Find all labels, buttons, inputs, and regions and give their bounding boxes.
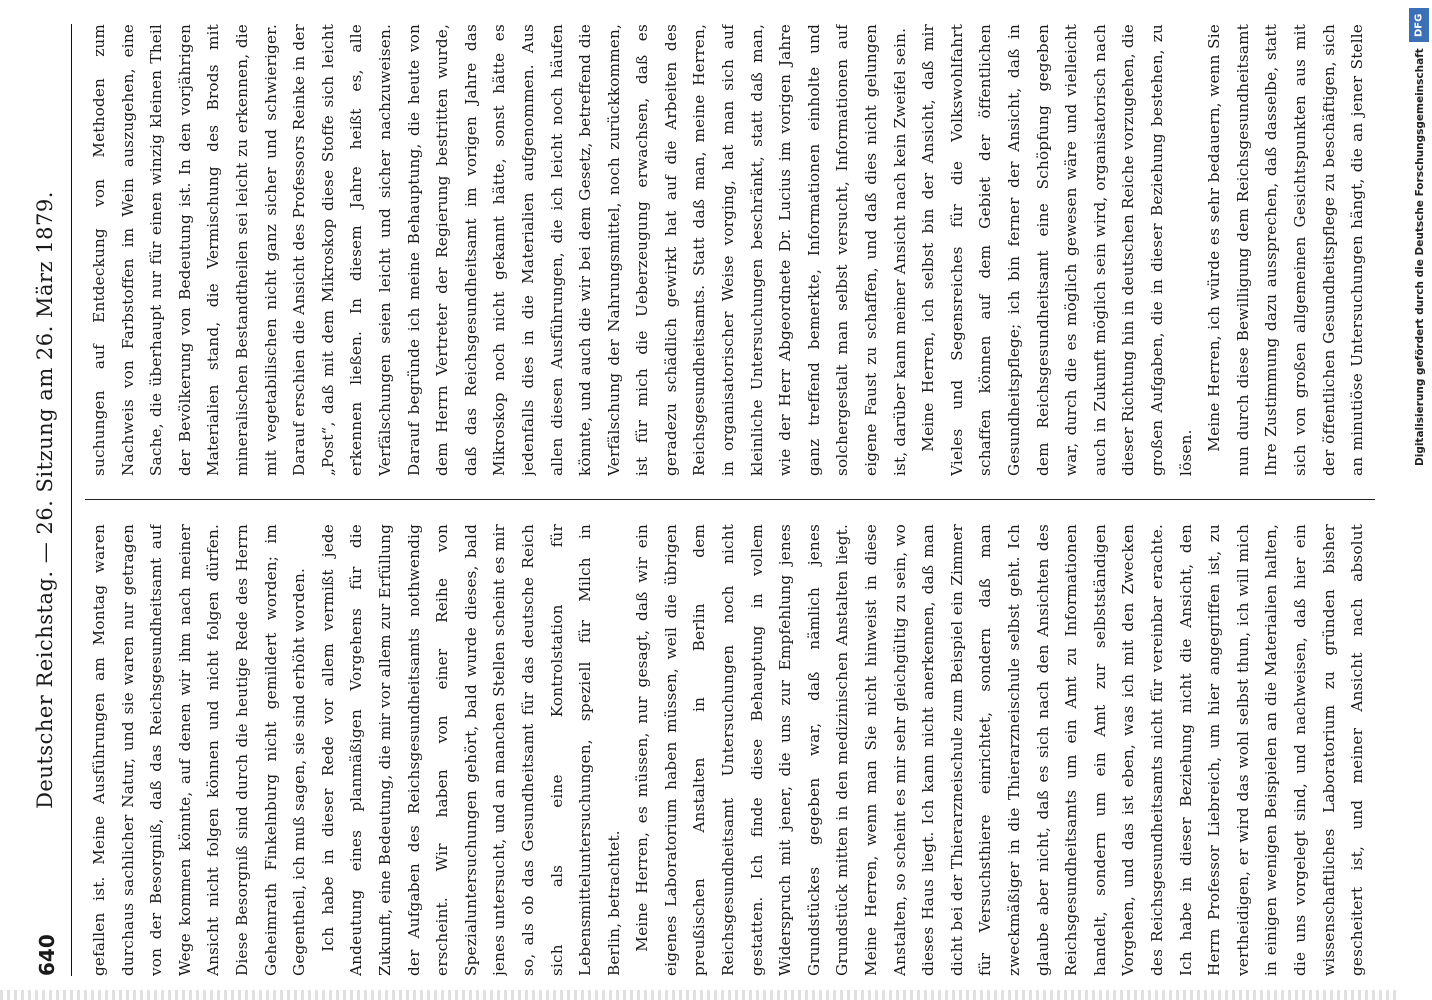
scan-edge-artifact <box>0 990 1400 1000</box>
paragraph: Meine Herren, ich selbst bin der Ansicht, daß mir Vieles und Segensreiches für die Volkswohlfahrt schaffen können auf dem Gebiet der öffentlichen Gesundheitspflege; ich bin ferner der Ansicht, daß in dem Reichsgesundheitsamt eine Schöpfung gegeben war, durch die es möglich gewesen wäre und vielleicht auch in Zukunft möglich sein wird, organisatorisch nach dieser Richtung hin in deutschen Reiche vorzugehen, die großen Aufgaben, die in dieser Beziehung bestehen, zu lösen. <box>919 24 1195 476</box>
text-column-left <box>85 524 1375 976</box>
paragraph: suchungen auf Entdeckung von Methoden zum Nachweis von Farbstoffen im Wein auszugehen, eine Sache, die überhaupt nur für einen winzig kleinen Theil der Bevölkerung von Bedeutung ist. In den vorjährigen Materialien stand, die Vermischung des Brods mit mineralischen Bestandtheilen sei leicht zu erkennen, die mit vegetabilischen nicht ganz sicher und schwieriger. Darauf erschien die Ansicht des Professors Reinke in der „Post“, daß mit dem Mikroskop diese Stoffe sich leicht erkennen ließen. In diesem Jahre heißt es, alle Verfälschungen seien leicht und sicher nachzuweisen. Darauf begründe ich meine Behauptung, die heute von dem Herrn Vertreter der Regierung bestritten wurde, daß das Reichsgesundheitsamt im vorigen Jahre das Mikroskop noch nicht gekannt hätte, sonst hätte es jedenfalls dies in die Materialien aufgenommen. Aus allen diesen Ausführungen, die ich leicht noch häufen könnte, und auch die wir bei dem Gesetz, betreffend die Verfälschung der Nahrungsmittel, noch zurückkommen, ist für mich die Ueberzeugung erwachsen, daß es geradezu schädlich gewirkt hat auf die Arbeiten des Reichsgesundheitsamts. Statt daß man, meine Herren, in organisatorischer Weise vorging, hat man sich auf kleinliche Untersuchungen beschränkt, statt daß man, wie der Herr Abgeordnete Dr. Lucius im vorigen Jahre ganz treffend bemerkte, Informationen einholte und solchergestalt man selbst versucht, Informationen auf eigene Faust zu schaffen, und daß dies nicht gelungen ist, darüber kann meiner Ansicht nach kein Zweifel sein. <box>90 24 909 476</box>
dfg-logo-icon: DFG <box>1409 8 1429 42</box>
document-page <box>31 24 1401 976</box>
paragraph: Ich habe in dieser Rede vor allem vermißt jede Andeutung eines planmäßigen Vorgehens für die Zukunft, eine Bedeutung, die mir vor allem zur Erfüllung der Aufgaben des Reichsgesundheitsamts nothwendig erscheint. Wir haben von einer Reihe von Spezialuntersuchungen gehört, bald wurde dieses, bald jenes untersucht, und an manchen Stellen scheint es mir so, als ob das Gesundheitsamt für das deutsche Reich sich als eine Kontrolstation für Lebensmitteluntersuchungen, speziell für Milch in Berlin, betrachtet. <box>318 524 623 976</box>
paragraph: Meine Herren, ich würde es sehr bedauern, wenn Sie nun durch diese Bewilligung dem Reichsgesundheitsamt Ihre Zustimmung dazu aussprechen, daß dasselbe, statt sich von großen allgemeinen Gesichtspunkten aus mit der öffentlichen Gesundheitspflege zu beschäftigen, sich an minutiöse Untersuchungen hängt, die an jener Stelle <box>1205 24 1367 476</box>
paragraph: Meine Herren, es müssen, nur gesagt, daß wir ein eigenes Laboratorium haben müssen, weil die übrigen preußischen Anstalten in Berlin dem Reichsgesundheitsamt Untersuchungen noch nicht gestatten. Ich finde diese Behauptung in vollem Widerspruch mit jener, die uns zur Empfehlung jenes Grundstückes gegeben war, daß nämlich jenes Grundstück mitten in den medizinischen Anstalten liegt. Meine Herren, wenn man Sie nicht hinweist in diese Anstalten, so scheint es mir sehr gleichgültig zu sein, wo dieses Haus liegt. Ich kann nicht anerkennen, daß man dicht bei der Thierarzneischule zum Beispiel ein Zimmer für Versuchsthiere einrichtet, sondern daß man zweckmäßiger in die Thierarzneischule selbst geht. Ich glaube aber nicht, daß es sich nach den Ansichten des Reichsgesundheitsamts um ein Amt zu Informationen handelt, sondern um ein Amt zur selbstständigen Vorgehen, und das ist eben, was ich mit den Zwecken des Reichsgesundheitsamts nicht für vereinbar erachte. Ich habe in dieser Beziehung nicht die Ansicht, den Herrn Professor Liebreich, um hier angegriffen ist, zu vertheidigen, er wird das wohl selbst thun, ich will mich in einigen wenigen Beispielen an die Materialien halten, die uns vorgelegt sind, und nachweisen, daß hier ein wissenschaftliches Laboratorium zu gründen bisher gescheitert ist, und meiner Ansicht nach absolut <box>633 524 1367 976</box>
column-divider <box>85 499 1375 500</box>
digitization-credit: Digitalisierung gefördert durch die Deutsche Forschungsgemeinschaft <box>1414 48 1426 466</box>
dfg-stamp <box>1406 0 1432 1000</box>
running-title: Deutscher Reichstag. — 26. Sitzung am 26. März 1879. <box>33 191 57 809</box>
text-column-right <box>85 24 1375 476</box>
page-header <box>31 24 72 976</box>
paragraph: gefallen ist. Meine Ausführungen am Montag waren durchaus sachlicher Natur, und sie waren nur getragen von der Besorgniß, daß das Reichsgesundheitsamt auf Wege kommen könnte, auf denen wir ihm nach meiner Ansicht nicht folgen können und nicht folgen dürfen. Diese Besorgniß sind durch die heutige Rede des Herrn Geheimrath Finkelnburg nicht gemildert worden; im Gegentheil, ich muß sagen, sie sind erhöht worden. <box>90 524 309 976</box>
page-number: 640 <box>35 934 59 976</box>
